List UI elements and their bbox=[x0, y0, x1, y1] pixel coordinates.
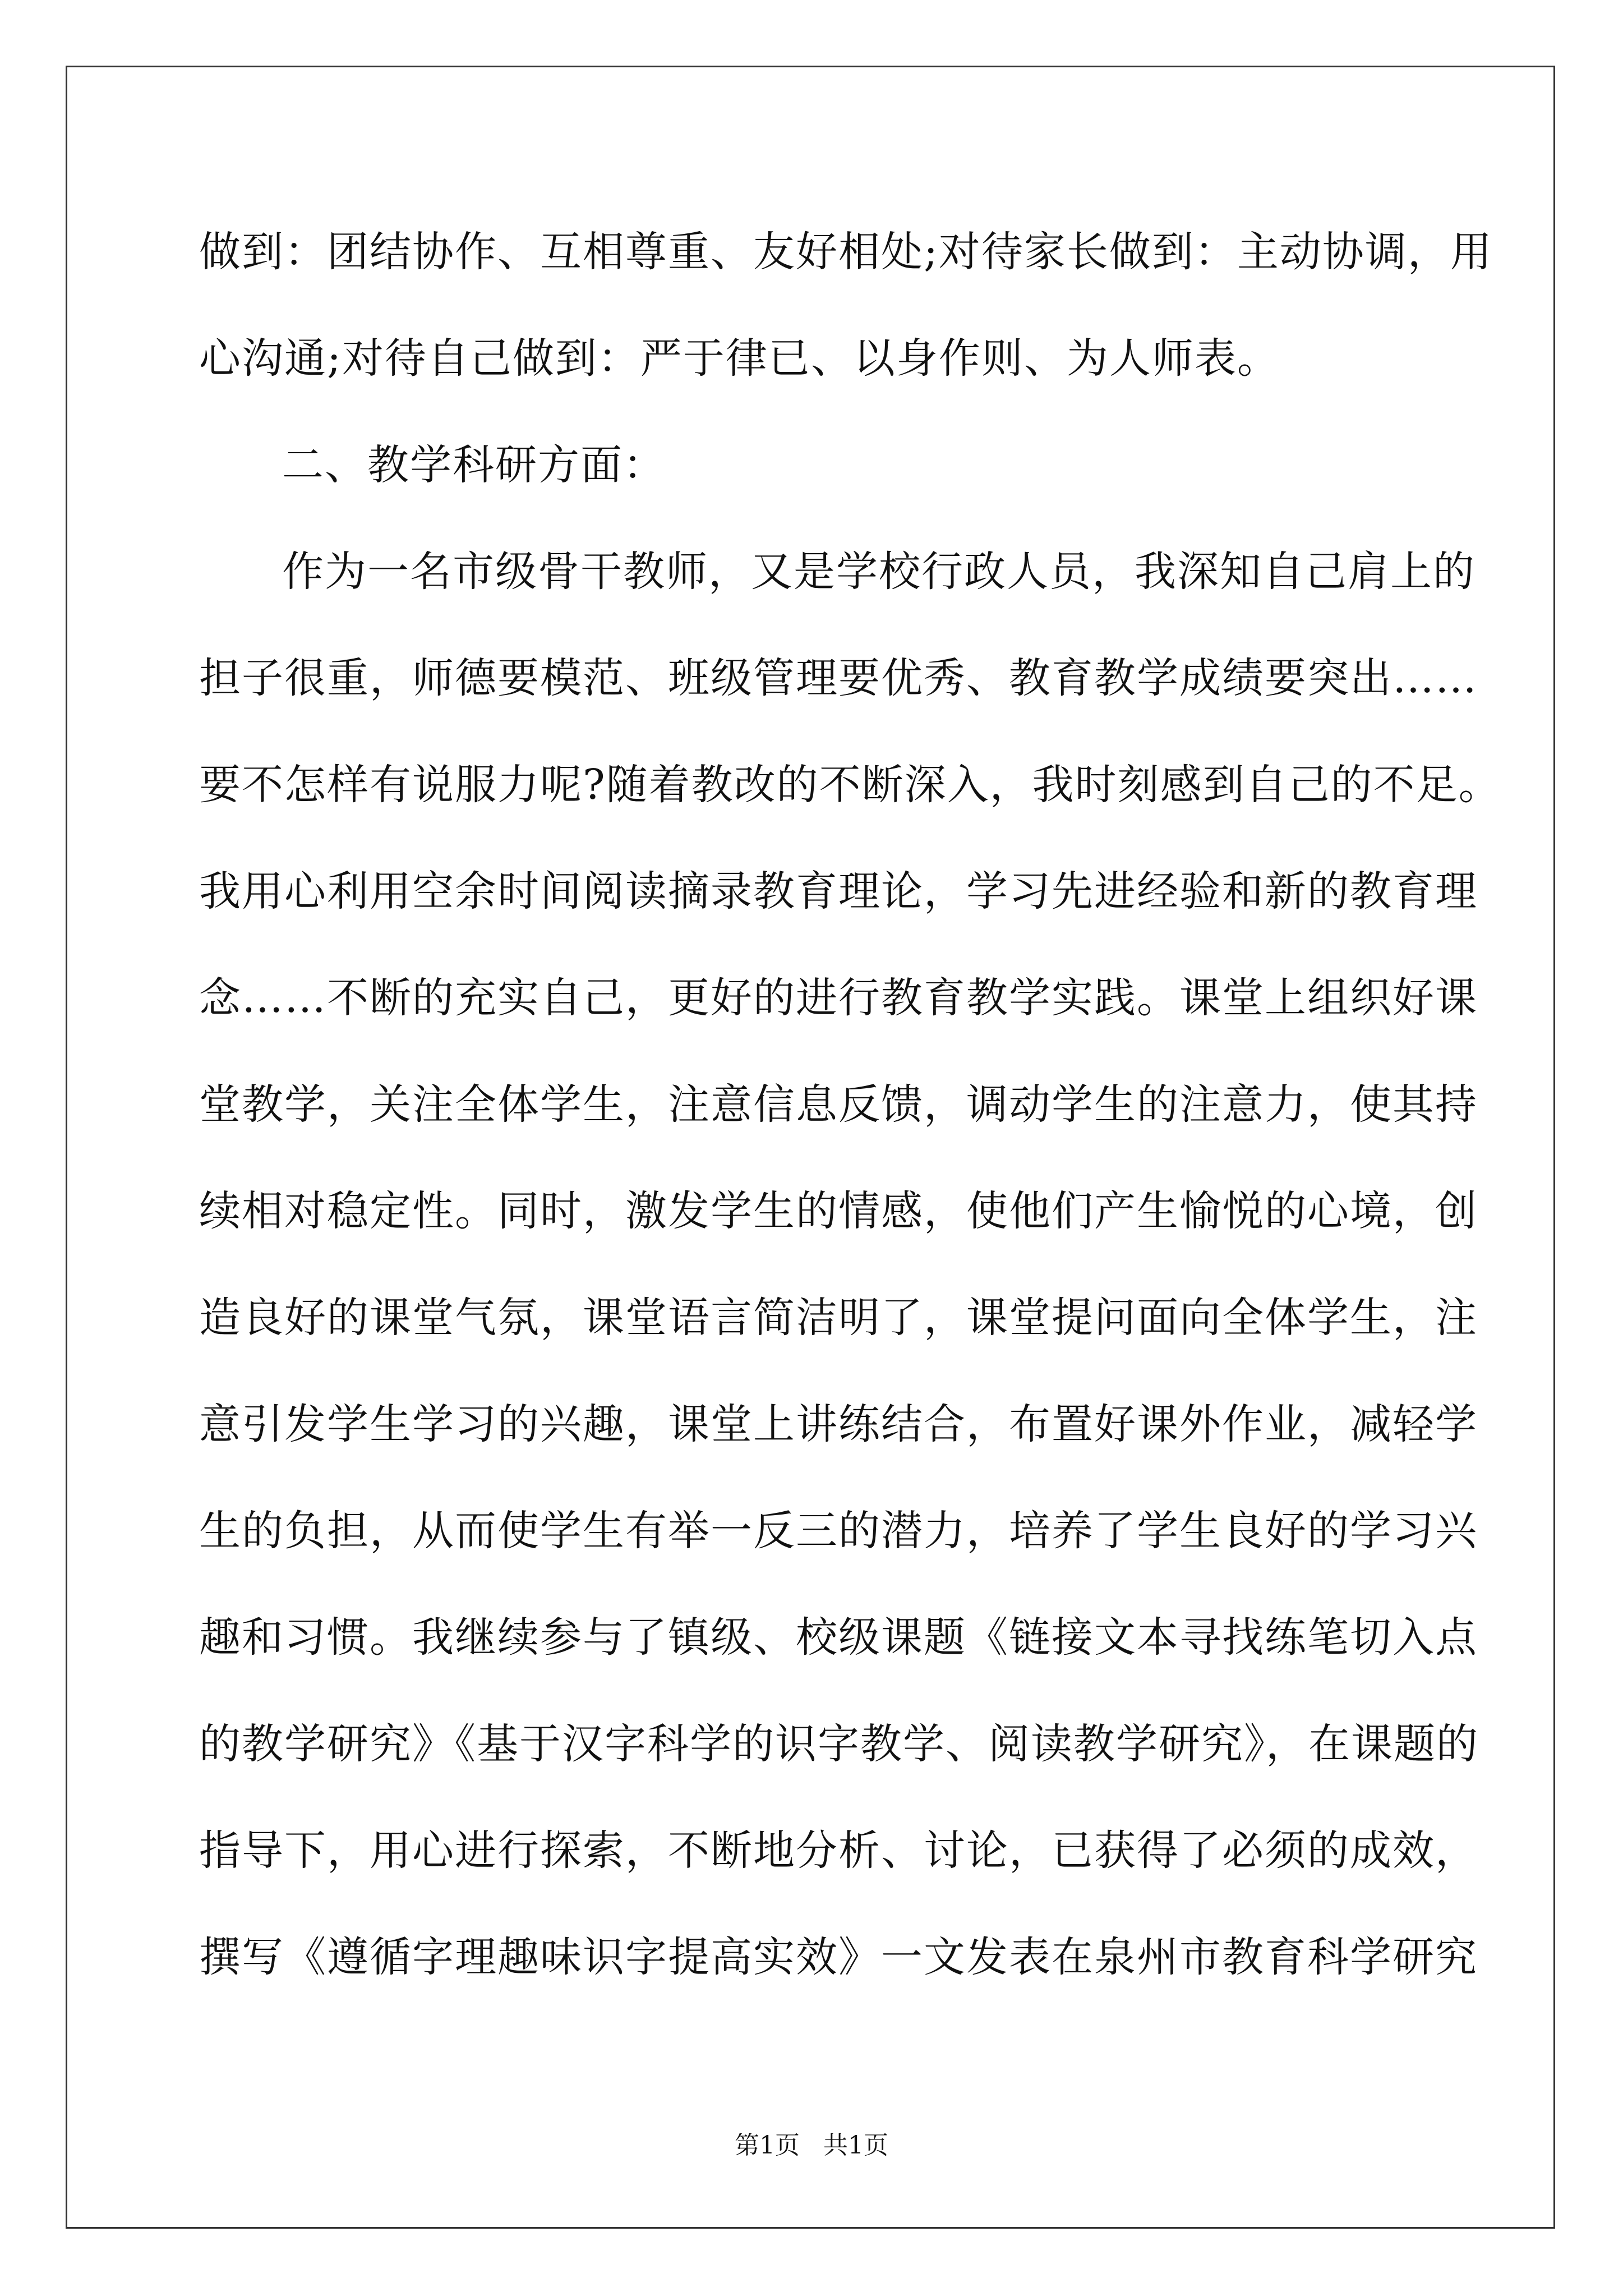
text-line: 担子很重，师德要模范、班级管理要优秀、教育教学成绩要突出…… bbox=[199, 654, 1478, 702]
text-line: 造良好的课堂气氛，课堂语言简洁明了，课堂提问面向全体学生，注 bbox=[199, 1294, 1478, 1342]
text-line: 趣和习惯。我继续参与了镇级、校级课题《链接文本寻找练笔切入点 bbox=[199, 1613, 1478, 1662]
text-line: 生的负担，从而使学生有举一反三的潜力，培养了学生良好的学习兴 bbox=[199, 1507, 1478, 1555]
text-line: 二、教学科研方面： bbox=[282, 441, 666, 489]
text-line: 念……不断的充实自己，更好的进行教育教学实践。课堂上组织好课 bbox=[199, 974, 1478, 1022]
text-line: 我用心利用空余时间阅读摘录教育理论，学习先进经验和新的教育理 bbox=[199, 867, 1478, 915]
text-line: 续相对稳定性。同时，激发学生的情感，使他们产生愉悦的心境，创 bbox=[199, 1187, 1478, 1235]
text-line: 要不怎样有说服力呢?随着教改的不断深入，我时刻感到自己的不足。 bbox=[199, 761, 1501, 809]
document-body bbox=[199, 218, 1501, 2030]
text-line: 堂教学，关注全体学生，注意信息反馈，调动学生的注意力，使其持 bbox=[199, 1080, 1478, 1129]
page-footer: 第1页 共1页 bbox=[735, 2131, 888, 2160]
text-line: 撰写《遵循字理趣味识字提高实效》一文发表在泉州市教育科学研究 bbox=[199, 1933, 1478, 1981]
text-line: 心沟通;对待自己做到：严于律已、以身作则、为人师表。 bbox=[199, 334, 1280, 383]
text-line: 作为一名市级骨干教师，又是学校行政人员，我深知自己肩上的 bbox=[282, 547, 1476, 596]
text-line: 的教学研究》《基于汉字科学的识字教学、阅读教学研究》，在课题的 bbox=[199, 1720, 1479, 1768]
text-line: 做到：团结协作、互相尊重、友好相处;对待家长做到：主动协调，用 bbox=[199, 228, 1493, 276]
text-line: 指导下，用心进行探索，不断地分析、讨论，已获得了必须的成效， bbox=[199, 1826, 1478, 1875]
text-line: 意引发学生学习的兴趣，课堂上讲练结合，布置好课外作业，减轻学 bbox=[199, 1400, 1478, 1448]
